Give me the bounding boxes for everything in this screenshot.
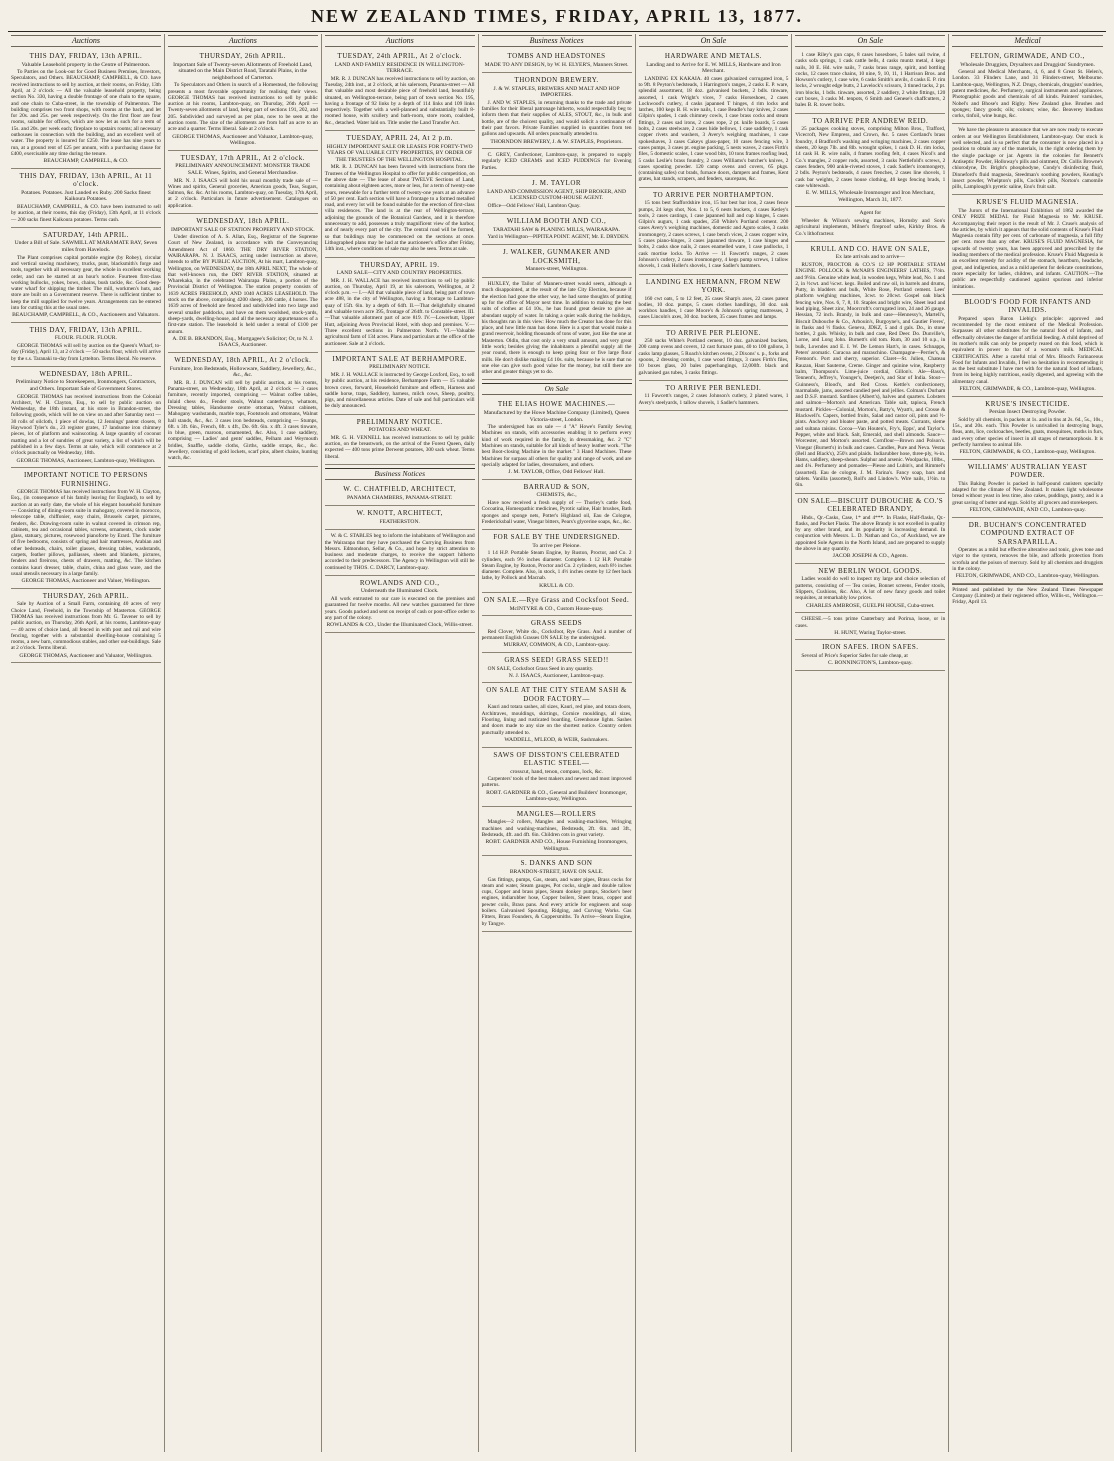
column-heading: Business Notices [482, 35, 632, 47]
column-heading: Medical [952, 35, 1103, 47]
ad-signature: N. J. ISAACS, Auctioneer, Lambton-quay. [508, 672, 605, 679]
advertisement [482, 616, 632, 653]
advertisement [482, 214, 632, 245]
ad-subtitle: BRANDON-STREET, HAVE ON SALE. [509, 868, 604, 875]
ad-subtitle: PRELIMINARY NOTICE. [369, 364, 431, 371]
advertisement [325, 131, 475, 257]
ad-body: To Speculators and Others in search of a Homestead, the following presents a most favorable opportunity for realising their views. GEORGE THOMAS has received instructions to sell by public auction at his rooms, Lambton-quay, on Thursday, 26th April — Twenty-seven allotments of land, being part of sections 191, 202, and 205. Subdivided and surveyed as per plan, now to be seen at the auction room. The size of the allotments are from half an acre to an acre and a quarter. Terms liberal. Sale at 2 o'clock. [167, 82, 318, 133]
ad-title: THIS DAY, FRIDAY, 13th APRIL, At 11 o'clock. [19, 171, 153, 189]
column-5 [636, 34, 793, 1452]
ad-body: MR. J. H. WALLACE has received instructions to sell by public auction, on Thursday, April 19, at his saleroom, Wellington, at 2 o'clock p.m. — I.—All that valuable piece of land, being part of town acre 488, in the city of Wellington, having a frontage to Lambton-quay of 15ft. 6in. by a depth of 64ft. II.—That delightfully situated and valuable town acre 395, frontage of 264ft. to Constable-street. III.—That valuable allotment part of acre 819. IV.—Lowerhutt, Upper Hutt, adjoining Avon Provincial Hotel, with shop and premises. V.—Three excellent sections in Palmerston North. VI.—Valuable agricultural farm of 134 acres. Plans and particulars at the office of the auctioneer. Sale at 2 o'clock. [324, 277, 475, 347]
ad-subtitle: Landing and to Arrive for E. W. MILLS, Hardware and Iron Merchant. [646, 61, 781, 75]
ad-subtitle: Ex late arrivals and to arrive— [835, 254, 905, 261]
ad-title: THIS DAY, FRIDAY, 13th APRIL. [29, 52, 143, 60]
advertisement [482, 278, 632, 380]
advertisement [795, 494, 945, 564]
ad-title: HARDWARE AND METALS. [664, 52, 762, 60]
ad-title: J. M. TAYLOR [532, 179, 582, 188]
advertisement [482, 748, 632, 807]
ad-body: LANDING EX KAKAIA. 40 cases galvanized corrugated iron, 5 to 9ft. 8 Peyton's bedsteads, 1 Harrington's ranges, 2 casks E. P. ware, splendid assortment, 18 doz. galvanised buckets, 2 bdls. tinware, assorted, 1 cask Wright's vices, 7 casks Horseshoes, 2 cases Lockwood's cutlery, 4 casks japanned T hinges, 4 rim locks and latches, 100 kegs B. H. wire nails, 1 case Beadle's hay knives, 2 cases Gilpin's spades, 1 cask chimney cowls, 1 case brass cocks and steam fittings, 2 cases sad irons, 2 cases rope, 2 pt. knife boards, 5 cases bolts, 2 cases steelware, 2 cases hide bellows, 1 case saddlery, 1 cask copper rivets and washers, 3 Avery's weighing machines, 1 case spokeshaves, 3 cases Cakeys glass-paper, 10 cases fencing wire, 3 cases pumps, 3 cases pt. engine packing, 5 nests waves, 2 cases Firth's files, 5 domestic scales, 1 case wood bits, 10 tons frames roofing lead, 5 casks Leslie's brass foundry, 2 cases Williams's butcher's knives, 2 cases spouting powder. 120 camp ovens and covers, 65 pkgs. (containing safes) cut brads, furnace doors, dampers and frames, Kent grates, hat stands, scrapers, and fenders, saucepans, &c. [638, 75, 789, 183]
ad-subtitle: Persian Insect Destroying Powder. [989, 409, 1067, 416]
ad-title: THURSDAY, APRIL 19. [359, 260, 440, 269]
ad-signature: McINTYRE & CO., Custom House-quay. [509, 605, 604, 612]
ad-title: TO ARRIVE PER ANDREW REID. [812, 116, 929, 125]
ad-title: BLOOD'S FOOD FOR INFANTS AND INVALIDS. [964, 297, 1091, 315]
advertisement [952, 295, 1103, 397]
advertisement [325, 506, 475, 530]
advertisement [482, 480, 632, 530]
advertisement [795, 49, 945, 114]
ad-subtitle: FEATHERSTON. [379, 518, 420, 525]
ad-title: WEDNESDAY, 18th APRIL. [39, 369, 133, 378]
advertisement [482, 245, 632, 278]
ad-subtitle: LAND AND FAMILY RESIDENCE IN WELLINGTON-TERRACE. [334, 61, 465, 75]
ad-title: SAWS OF DISSTON'S CELEBRATED ELASTIC STEEL— [493, 750, 620, 768]
ad-signature: GEORGE THOMAS, Auctioneer and Valuator, Wellington. [19, 652, 153, 659]
ad-subtitle: Potatoes. Potatoes. Just Landed ex Ruby. 200 Sacks finest Kaikoura Potatoes. [21, 189, 151, 203]
ad-title: SATURDAY, 14th APRIL. [43, 230, 129, 239]
ad-title: THURSDAY, 26th APRIL. [199, 52, 286, 60]
ad-title: TUESDAY, 17th APRIL, At 2 o'clock. [180, 153, 306, 162]
ad-signature: BEAUCHAMP, CAMPBELL, & CO. [43, 158, 129, 165]
column-4 [479, 34, 636, 1452]
advertisement [639, 49, 789, 188]
ad-title: THE ELIAS HOWE MACHINES.— [497, 400, 616, 409]
ad-body: Sold by all chemists, in packets at 1s. and in tins at 2s. 6d., 5s., 10s., 15s., and 20s. each. This Powder is unrivalled in destroying bugs, fleas, ants, lice, cockroaches, beetles, gnats, mosquitoes, moths in furs, and every other species of insect in all stages of metamorphosis. It is perfectly harmless to animal life. [952, 416, 1103, 448]
ad-signature: E. W. MILLS, Wholesale Ironmonger and Iron Merchant, Wellington, March 31, 1877. [805, 190, 935, 203]
ad-signature: THORNDON BREWERY, J. & W. STAPLES, Proprietors. [490, 138, 623, 145]
advertisement [482, 530, 632, 593]
advertisement [482, 683, 632, 747]
ad-body: 160 cwt oats, 5 to 12 feet, 25 cases Sharp's axes, 22 cases patent bodies, 10 doz. pumps, 5 cases clothes handlings, 30 doz. oak workbox handles, 1 case Moore's & Johnson's spring mattresses, 2 cases Lincoln's axes, 30 doz. buckets, 35 cases frames and lamps. [638, 295, 789, 321]
ad-title: WILLIAMS' AUSTRALIAN YEAST POWDER. [967, 462, 1088, 480]
ad-body: We have the pleasure to announce that we are now ready to execute orders at our Wellington Establishment, Lambton-quay. Our stock is well selected, and is so perfect that the consumer is now placed in a position to obtain any of the materials, in the right ordering them by the single package or jar. Agents in the colonies for Bennett's Antiseptic Powder, Holloway's pills and ointment, Dr. Collis Browne's chlorodyne, Dr. Bright's phosphodyne, Condy's disinfecting fluid, Dinneford's fluid magnesia, Steedman's soothing powders, Keating's insect powder, Whelpton's pills, Cockle's pills, Norton's camomile pills, Lamplough's pyretic saline, Eno's fruit salt. [952, 127, 1103, 191]
ad-subtitle: crosscut, hand, tenon, compass, lock, &c. [510, 768, 603, 775]
advertisement [795, 114, 945, 208]
ad-signature: JACOB JOSEPH & CO., Agents. [832, 553, 908, 560]
ad-body: Prepared upon Baron Liebig's principle: approved and recommended by the most eminent of the Medical Profession. Surpasses all other substitutes for the natural food of infants, and effectually obviates the danger of artificial feeding. A child deprived of its mother's milk can only be properly reared on this food, which is equivalent in power to that of a woman's milk. MEDICAL CERTIFICATES. After a careful trial of Mrs. Blood's Farinaceous Food for Infants and Invalids, I feel no hesitation in recommending it as the best substitute I have met with for the natural food of infants, from its being highly nutritious, easily digested, and agreeing with the alimentary canal. [952, 315, 1103, 385]
ad-title: FELTON, GRIMWADE, AND CO., [970, 52, 1085, 60]
ad-signature: ROBT. GARDNER AND CO., House Furnishing Ironmongers, Wellington. [485, 839, 628, 852]
ad-body: CHEESE.—5 tons prime Canterbury and Porirua, loose, or in cases. [795, 616, 946, 629]
ad-body: GEORGE THOMAS has received instructions from the Colonial Architect, W. H. Clayton, Esq., to sell by public auction on Wednesday, the 18th instant, at his store in Brandon-street, the following goods, which will be on view on and after Saturday next — 30 rolls of oilcloth, 1 piece of dowlas, 12 Jennings' patent closets, 8 Haywood Tyler's do., 23 register grates, 17 landsome iron chimney pieces, lot of platform and wainscoting. A large quantity of coconut matting and a lot of sundries of great variety, a list of which will be published in a few days. Terms at sale, which will commence at 2 o'clock punctually on Wednesday, 18th. [11, 393, 161, 457]
ad-body: Several of Price's Superior Safes for sale cheap, at [801, 652, 908, 659]
ad-subtitle: To arrive per Pleione. [532, 542, 581, 549]
ad-title: W. C. CHATFIELD, ARCHITECT, [343, 485, 457, 494]
ad-body: Have now received a fresh supply of — Thorley's cattle food, Cocoatina, Homeopathic medicines, Pyrotic saline, Hair brushes, Bath sponges and sponge nets, Potter's Highland oil, Eau de Cologne, Fredericksball water, Vinegar bitters, Pears's glycerine soaps, &c., &c. [481, 499, 632, 525]
ad-body: 1 case Riley's gun caps, 8 cases hosesboes, 5 bales sail twine, 4 casks sofa springs, 1 cask cattle bells, 4 casks muntz metal, 4 kegs nails, 30 E. Hd. wire nails, 7 casks brass range, spirit, and bottling cocks, 12 cases trace chains, 10 nine, 9, 10, 11, 1 Harrison Bros. and Howson's cutlery, 1 case wire, 6 casks Smith's anvils, 4 casks E. P. rim locks, 2 wrought edge butts, 2 Lavelock's scissors, 3 tinned tacks, 2 pt. iron blocks, 1 bdls. tinware, assorted, 2 saddlery, 2 white fittings, 120 cart boxes, 3 casks M. tenpots, 6 Smith and Genese's chaffcutters, 2 bales B. R. tower bolts. [795, 52, 946, 109]
ad-body: 1 14 H.P. Portable Steam Engine, by Ruston, Proctor, and Co. 2 cylinders, each 9½ inches diameter. Complete. 1 12 H.P. Portable Steam Engine, by Ruston, Proctor and Co. 2 cylinders, each 8½ inches diameter. Complete. Also, in stock, 1 4½ inches centre by 12 feet back lathe, by Pollock and Macnab. [481, 550, 632, 582]
advertisement [325, 415, 475, 465]
ad-subtitle: PRELIMINARY ANNOUNCEMENT. MONSTER TRADE SALE. Wines, Spirits, and General Merchandise. [175, 163, 311, 176]
ad-title: ON SALE AT THE CITY STEAM SASH & DOOR FACTORY— [486, 686, 627, 703]
column-heading: On Sale [795, 35, 945, 47]
column-7 [949, 34, 1106, 1452]
ad-signature: ROWLANDS & CO., Under the Illuminated Clock, Willis-street. [326, 622, 473, 629]
ad-body: The Plant comprises capital portable engine (by Robey), circular and vertical sawing machinery, trucks, punt, blacksmith's forge and tools, together with all necessary gear, the whole in excellent working order, and can be started at an hour's notice. Fourteen first-class working bullocks, yokes, bows, chains, bush tackle, &c. Good deep-water wharf for shipping the timber. The mill, workmen's huts, and store are built on a Government reserve. There is sufficient timber to keep the mill supplied for twelve years. Arrangements can be entered into for cutting this at the usual rates. [11, 254, 161, 311]
advertisement [952, 49, 1103, 124]
ad-signature: GEORGE THOMAS, Auctioneer and Valuator, Lambton-quay, Wellington. [172, 133, 314, 147]
advertisement [325, 49, 475, 131]
imprint-footer: Printed and published by the New Zealand Times Newspaper Company (Limited) at their registered office, Willis-st., Wellington.—Friday, April 13. [952, 584, 1103, 606]
ad-title: ROWLANDS AND CO., [359, 578, 440, 587]
ad-body: Carpenters' tools of the best makers and newest and most improved patterns. [481, 776, 632, 789]
ad-body: General and Medical Merchants, 4, 6, and 8 Great St. Helen's, London. 33 Flinders Lane, and 31 Flinders-street, Melbourne. Lambton-quay, Wellington, N.Z. Drugs, chemicals, druggists' sundries, patent medicines, &c. Perfumery, surgical instruments and appliances. Photographic goods and chemicals of all kinds. Painters' varnishes, Nobel's and Bhose's and Rigby. New Zealand glue. Brushes and sponges; fancy goods; oils; colours; wine, &c. Beaverey bindlass corks, tinfoil, wine bungs, &c. [952, 69, 1103, 120]
advertisement [11, 468, 161, 589]
ad-subtitle: Furniture, Iron Bedsteads, Hollowware, Saddlery, Jewellery, &c., &c., &c. [169, 365, 316, 379]
advertisement [639, 188, 789, 275]
advertisement [11, 228, 161, 323]
advertisement [482, 807, 632, 857]
column-heading: Auctions [168, 35, 318, 47]
column-6 [792, 34, 949, 1452]
advertisement [952, 518, 1103, 584]
ad-body: Sale by Auction of a Small Farm, containing 40 acres of very Choice Land, Freehold, in the Township of Masterton. GEORGE THOMAS has received instructions from Mr. G. Tavener to sell by public auction, on Thursday, 26th April, at his rooms, Lambton-quay — 40 acres of choice land, all fenced in with post and rail and wire fencing, together with a substantial dwelling-house containing 5 rooms, a new barn, commodious stables, and other out-buildings. Sale at 2 o'clock. Terms liberal. [11, 601, 161, 652]
advertisement [325, 352, 475, 415]
advertisement [639, 326, 789, 381]
ad-signature: A. DE B. BRANDON, Esq., Mortgagee's Solicitor; Or, to N. J. ISAACS, Auctioneer. [172, 335, 314, 349]
ad-body: Gas fittings, pumps, Gas, steam, and water pipes, Brass cocks for steam and water, Steam gauges, Pot cocks, single and double tallow cups, Copper and brass pipes, Steam donkey pumps, Stocker's beer engines, indiarubber hose, Copper boilers, Sheet brass, copper and pewter coils, Brass pans. And every article for engineers and soap boilers. Galvanised Spouting, Ridging, and Curving Works. Gas Fitters, Brass Founders, & Coppersmiths. To Arrive—Steam Engine, by Tangye. [481, 876, 632, 927]
ad-title: WILLIAM BOOTH AND CO., [506, 217, 607, 226]
advertisement [482, 593, 632, 616]
ad-subtitle: POTATOES AND WHEAT. [368, 427, 431, 434]
ad-title: IMPORTANT SALE AT BERHAMPORE. [332, 354, 467, 363]
advertisement [168, 49, 318, 151]
section-heading: Business Notices [325, 468, 475, 480]
advertisement [11, 367, 161, 468]
ad-body: Ladies would do well to inspect my large and choice selection of patterns, consisting of — Tea cosies, Bonnet screens, Fender stools, Slippers, Cushions, &c. Also, A lot of new fancy goods and toilet requisites, at remarkably low prices. [795, 576, 946, 602]
advertisement [325, 530, 475, 576]
ad-signature: H. HUNT, Waring Taylor-street. [834, 629, 907, 636]
ad-title: IRON SAFES. IRON SAFES. [822, 643, 919, 652]
ad-body: Operates as a mild but effective alterative and tonic, gives tone and vigor to the system, removes the bile, and affords protection from scrofula and the poison of mercury. Sold by all chemists and druggists in the colony. [952, 547, 1103, 572]
ad-title: WEDNESDAY, 18th APRIL. [196, 217, 290, 226]
ad-title: THORNDON BREWERY. [514, 76, 599, 85]
ad-title: MANGLES—ROLLERS [516, 809, 597, 818]
ad-body: 15 tons best Staffordshire iron, 15 bar best bar iron, 2 cases fence pumps, 24 kegs shot, Nos. 1 to 5, 6 nests buckets, 4 cases Ketley's tools, 2 cases castings, 1 case japanned ball and cup hinges, 5 cases Gilpin's augurs, 1 cask spades, 250 White's Portland cement. 200 cases Avery's weighing machines, domestic and Aguto scales, 3 casks ironmongery, 2 cases screws, 1 case bench vices, 2 cases copper wire, 5 cases piano-hinges, 3 cases japanned tinware, 1 case hinges and bolts, 2 casks shoe nails, 2 cases enamelled ware, 1 case padlocks, 1 cask mortise locks. To Arrive — 11 Fawcett's ranges, 2 cases Johnson's cutlery, 2 cases ironmongery, 4 kegs pump screws, 1 tallow shovels, 1 cask Holler's shovels, 1 case Sadler's hammers. [638, 200, 789, 270]
ad-subtitle: LAND AND COMMISSION AGENT, SHIP BROKER, AND LICENSED CUSTOM-HOUSE AGENT. [487, 188, 627, 202]
ad-body: C. GREY, Confectioner, Lambton-quay, is prepared to supply regularly ICED CREAMS and ICED PUDDINGS for Evening Parties. [481, 152, 632, 171]
advertisement [168, 214, 318, 353]
ad-title: TO ARRIVE PER PLEIONE. [666, 328, 761, 337]
ad-body: GEORGE THOMAS will sell by auction on the Queen's Wharf, to-day (Friday), April 13, at 2 o'clock — 50 sacks flour, which will arrive by the s.s. Taranaki to-day from Lyttelton. Terms liberal. No reserve. [11, 342, 161, 362]
ad-title: DR. BUCHAN'S CONCENTRATED COMPOUND EXTRACT OF SARSAPARILLA. [968, 520, 1087, 546]
section-heading: On Sale [482, 383, 632, 395]
ad-title: PRELIMINARY NOTICE. [356, 417, 443, 426]
ad-subtitle: Wholesale Druggists, Drysalters and Druggists' Sundrymen. [960, 61, 1095, 68]
advertisement [795, 640, 945, 670]
ad-title: W. KNOTT, ARCHITECT, [356, 509, 443, 518]
column-heading: On Sale [639, 35, 789, 47]
advertisement [482, 49, 632, 73]
ad-body: To Parties on the Look-out for Good Business Premises, Investors, Speculators, and Others. BEAUCHAMP, CAMPBELL, & CO. have received instructions to sell by auction, at their rooms, on Friday, 13th April, at 2 o'clock — All the valuable leasehold property, being section No. 330, having a double frontage of one chain to the square, and one chain to Cuba-street, in the township of Palmerston. The building comprises two front shops, with rooms at the back, and let for 20s. and 25s. per week respectively. On the first floor are four rooms, suitable for offices, which are now let as such for a term of 15s. and 20s. per week each; fireplace to upstairs rooms; all necessary outhouses in connection with the building, and an excellent well of water. The property is insured for £250. The lease has nine years to run, at a ground rent of £25 per annum, with a purchasing clause for £400, exercisable any time during the tenure. [11, 69, 161, 157]
ad-subtitle: TARATAHI SAW & PLANING MILLS, WAIRARAPA. [493, 226, 621, 233]
ad-subtitle: Valuable Leasehold property in the Centre of Palmerston. [21, 61, 151, 68]
ad-signature: FELTON, GRIMWADE, & CO., Lambton-quay, Wellington. [959, 449, 1096, 456]
advertisement [482, 856, 632, 931]
ad-title: BARRAUD & SON, [523, 482, 590, 491]
advertisement [952, 397, 1103, 460]
ad-title: THIS DAY, FRIDAY, 13th APRIL. [29, 325, 143, 334]
ad-body: Yard in Wellington—PIPITEA POINT. AGENT, Mr. E. DRYDEN. [487, 234, 630, 241]
column-2 [165, 34, 322, 1452]
ad-title: NEW BERLIN WOOL GOODS. [818, 566, 923, 575]
ad-body: ON SALE, Cocksfoot Grass Seed in any quantity. [487, 665, 594, 672]
ad-signature: FELTON, GRIMWADE, AND CO., Lambton-quay. [969, 507, 1086, 514]
advertisement [482, 176, 632, 214]
advertisement [482, 149, 632, 176]
ad-subtitle: MADE TO ANY DESIGN, by W. H. ELYER'S, Manners Street. [484, 61, 629, 68]
ad-subtitle: CHEMISTS, &c., [536, 492, 577, 499]
ad-signature: WADDELL, M'LEOD, & WEIR, Sashmakers. [504, 736, 609, 743]
advertisement [795, 564, 945, 613]
advertisement [482, 397, 632, 479]
ad-subtitle: J. & W. STAPLES, BREWERS AND MALT AND HOP IMPORTERS. [493, 85, 620, 99]
ad-title: WEDNESDAY, 18th APRIL, At 2 o'clock. [174, 356, 312, 365]
ad-subtitle: Important Sale of Twenty-seven Allotments of Freehold Land, situated on the Main District Road, Taratahi Plains, in the neighborhood of Carterton. [173, 61, 313, 81]
ad-subtitle: Agent for [859, 210, 882, 217]
ad-title: TOMBS AND HEADSTONES [507, 52, 606, 60]
ad-body: Office—Odd Fellows' Hall, Lambton Quay. [487, 202, 581, 209]
advertisement [11, 589, 161, 663]
ad-body: The Jurors of the International Exhibition of 1862 awarded the ONLY PRIZE MEDAL for Fluid Magnesia to Mr. KRUSE. Accompanying their report is the result of Mr. J. Cruse's analysis of the articles, by which it appears that the solid contents of Kruse's Fluid Magnesia contain fifty per cent. of carbonate of magnesia, a full fifty per cent. more than any other. KRUSE'S FLUID MAGNESIA, for upwards of twenty years, has been approved and prescribed by the leading members of the medical profession. Kruse's Fluid Magnesia is an excellent remedy for acidity of the stomach, heartburn, headache, gout, and indigestion, and as a mild aperient for delicate constitutions, more especially for ladies, children, and infants. CAUTION.—The public are respectfully cautioned against spurious and inferior imitations. [952, 207, 1103, 290]
ad-body: HUXLEY, the Tailor of Manners-street would seem, although a much disappointed, at the result of the late City Election, because if the election had gone the other way, he had some thoughts of putting up for the office of Mayor next time. In addition to making the best suits of clothes at £4 10s., he has found great desire to give an abundant supply of water. In taking a quiet walk during the holidays, his thoughts ran in this view: How much the Creator has done for this place, and how little man has done. Here is a spot that would make a grand reservoir, holding thousands of tons of water, just like the one at Masterton. Oldin, that cost only a very small amount, and very great little work; besides giving the inhabitants a plentiful supply all the year round, there is enough to keep going four or five large flour mills. He don't dislike making £4 10s. suits, because he is sure that no one else can give such good value for the money, but still there are other and greater things yet to do. [481, 281, 632, 376]
ad-body: MR. G. H. VENNELL has received instructions to sell by public auction, on the breastwork, on the arrival of the Forest Queen, daily expected — 400 tons prime Derwent potatoes, 300 sack wheat. Terms liberal. [324, 434, 475, 460]
advertisement [325, 576, 475, 633]
ad-title: GRASS SEED! GRASS SEED!! [504, 656, 609, 665]
ad-signature: GEORGE THOMAS, Auctioneer, Lambton-quay, Wellington. [16, 457, 156, 464]
ad-body: All work entrusted to our care is executed on the premises and guaranteed for twelve months. All new watches guaranteed for three years. Goods packed and sent on receipt of cash or post-office order to any part of the colony. [324, 596, 475, 621]
ad-signature: ROBT. GARDNER & CO., General and Builders' Ironmonger, Lambton-quay, Wellington. [486, 789, 628, 803]
advertisement [482, 73, 632, 149]
columns-container [8, 34, 1106, 1452]
ad-body: 25 packages cooking stoves, comprising Milton Bros., Trafford, Vicecroft, New Empress, and Crown, &c. 5 cases Cortland's brass foundry, 4 Bradford's washing and wringing machines, 2 cases copper sheets, 20 kegs 7lb. and 8lb. wrought spikes, 1 cask D. H. rim locks, 14 cask H. R. wire nails, 4 frames roofing felt, 4 cases Nicol's and Co.'s mangles, 2 copper rods, assorted, 3 casks Nettlefold's screws, 2 cases fenders, 900 ankle-riveted stoves, 1 cask Sadler's ironmongery, 2 bdls. Peyton's bedsteads, 4 cases frenches, 2 cases line shovels, 1 cask bar weights, 2 cases house clothing, 40 kegs fencing brads, 1 case whitewash. [795, 126, 946, 189]
ad-subtitle: HIGHLY IMPORTANT SALE OR LEASES FOR FORTY-TWO YEARS OF VALUABLE CITY PROPERTIES, BY ORDER OF THE TRUSTEES OF THE WELLINGTON HOSPITAL. [326, 143, 473, 163]
ad-body: Mangles—2 rollers, Mangles and washing-machines, Wringing machines and washing-machines, Bedsteads, 2ft. 6in. and 3ft., Bedsteads, 4ft. and 4ft. 6in. Children cots in great variety. [481, 819, 632, 838]
advertisement [952, 195, 1103, 294]
advertisement [168, 151, 318, 214]
advertisement [482, 653, 632, 683]
column-3 [322, 34, 479, 1452]
ad-title: FOR SALE BY THE UNDERSIGNED. [493, 533, 620, 542]
ad-body: 11 Fawcett's ranges, 2 cases Johnson's cutlery, 2 plated wares, 1 Avery's steelyards, 1 tallow shovels, 1 Sadler's hammers. [638, 393, 789, 406]
ad-subtitle: FLOUR. FLOUR. FLOUR. [54, 335, 117, 342]
advertisement [325, 258, 475, 352]
ad-subtitle: LAND SALE—CITY AND COUNTRY PROPERTIES. [336, 270, 463, 276]
ad-signature: FELTON, GRIMWADE, AND CO., Lambton-quay, Wellington. [955, 573, 1100, 580]
ad-title: KRULL AND CO. HAVE ON SALE, [810, 244, 931, 253]
ad-body: Hhds., Qr.-Casks, Case, 1* and 4***. In Flasks, Half-flasks, Qr.-flasks, and Pocket Flasks. The above Brandy is not excelled in quality by any other brand, and its popularity is increasing demand. In conjunction with Messrs. L. D. Nathan and Co., of Auckland, we are appointed Sole Agents in the North Island, and are prepared to supply the above in any quantity. [795, 514, 946, 553]
column-heading: Auctions [11, 35, 161, 47]
ad-body: Red Clover, White do., Cocksfoot, Rye Grass. And a number of permanent English Grasses ON SALE by the undersigned. [481, 628, 632, 642]
ad-signature: FELTON, GRIMWADE, & CO., Lambton-quay, Wellington. [959, 386, 1096, 393]
ad-subtitle: PANAMA CHAMBERS, PANAMA-STREET. [346, 494, 453, 501]
ad-body: Kauri and totara sashes, all sizes, Kauri, red pine, and totara doors, Architraves, mouldings, skirtings, Cornice mouldings, all sizes, Flooring, lining and rusticated boarding, Greenhouse lights. Sashes and doors made to any size on the shortest notice. Country orders punctually attended to. [481, 704, 632, 736]
ad-subtitle: IMPORTANT SALE OF STATION PROPERTY AND STOCK. [170, 226, 315, 233]
ad-signature: CHARLES AMBROSE, GUELPH HOUSE, Cuba-street. [806, 602, 935, 609]
advertisement [952, 124, 1103, 195]
ad-signature: J. M. TAYLOR, Office, Odd Fellows' Hall. [508, 469, 605, 476]
column-heading: Auctions [325, 35, 475, 47]
ad-body: W. & C. STABLES beg to inform the inhabitants of Wellington and the Wairarapa that they have purchased the Currying Business from Messrs. Edmondson, Sellar, & Co., and hope by strict attention to business and moderate charges, to receive the support hitherto accorded to their predecessors. The Agency in Wellington will still be continued by THOS. C. DARCY, Lambton-quay. [324, 533, 475, 571]
ad-title: IMPORTANT NOTICE TO PERSONS FURNISHING. [23, 471, 148, 488]
advertisement [795, 207, 945, 241]
ad-body: J. AND W. STAPLES, in returning thanks to the trade and private families for their liberal patronage hitherto, would respectfully beg to inform them that their supplies of ALES, STOUT, &c., in bulk and bottle, are of the choicest quality, and would solicit a continuance of their past favors. Private Families supplied in quantities from ten gallons and upwards. All orders punctually attended to. [481, 99, 632, 138]
ad-body: MR. R. J. DUNCAN has received instructions to sell by auction, on Tuesday, 24th inst., at 2 o'clock, at his saleroom, Panama-street — All that valuable and most desirable piece of freehold land, beautifully situated, on Wellington-terrace, being part of town section No. 195, having a frontage of 92 links by a depth of 114 links and 109 links respectively. Together with a well-planned and substantially built 8-roomed house, with scullery and bath-room, store room, coalshed, &c., detached. Water laid on. Title under the Land Transfer Act. [324, 75, 475, 126]
advertisement [795, 613, 945, 640]
ad-signature: KRULL & CO. [539, 582, 574, 589]
ad-subtitle: Under a Bill of Sale. SAWMILL AT MARAMATE BAY, Seven miles from Havelock. [14, 240, 158, 254]
advertisement [639, 381, 789, 411]
ad-body: Wheeler & Wilson's sewing machines, Hornsby and Son's agricultural implements, Milner's fireproof safes, Kirkby Bros. & Co.'s lithofracteur. [795, 217, 946, 237]
advertisement [952, 460, 1103, 518]
ad-title: GRASS SEEDS [530, 619, 583, 628]
ad-signature: GEORGE THOMAS, Auctioneer and Valuer, Wellington. [21, 578, 151, 585]
ad-signature: MURRAY, COMMON, & CO., Lambton-quay. [503, 642, 610, 649]
advertisement [325, 482, 475, 506]
ad-title: ON SALE.—Rye Grass and Cocksfoot Seed. [483, 596, 630, 605]
advertisement [11, 169, 161, 228]
ad-title: J. WALKER, GUNMAKER AND LOCKSMITH, [502, 248, 611, 265]
ad-body: GEORGE THOMAS has received instructions from W. H. Clayton, Esq., (in consequence of his family leaving for England), to sell by auction at an early date, the whole of his elegant household furniture — Consisting of dining-room suite in mahogany, covered in morocco, telescope table, chiffonier, easy chairs, Brussels carpet, pictures, fenders, &c. Drawing-room suite in walnut covered in crimson rep, cabinets, tea and occasional tables, screens, ornaments, clock under glass, statuary, pictures, rosewood pianoforte by Erard. The furniture of five bedrooms, consists of spring and hair mattresses, Arabian and other bedsteads, chairs, toilet glasses, dressing tables, washstands, carpets, feather pillows, palliasses, sheets and blankets, pictures, fenders and fireirons, chests of drawers, matting, &c. The kitchen contains kauri dresser, table, chairs, china and glass ware, and the usual utensils necessary in a large family. [11, 489, 161, 577]
ad-body: Under direction of A. S. Allan, Esq., Registrar of the Supreme Court of New Zealand, in accordance with the Conveyancing Amendment Act of 1860. THE DRY RIVER STATION, WAIRARAPA. N. J. ISAACS, acting under instruction as above, intends to offer BY PUBLIC AUCTION, At his mart, Lambton-quay, Wellington, on WEDNESDAY, the 18th APRIL NEXT, The whole of that well-known run, the DRY RIVER STATION, situated at Wharekaka, in the celebrated Wairarapa Plains, a portion of the Provincial District of Wellington. The station property consists of 1639 ACRES FREEHOLD, AND 1040 ACRES LEASEHOLD. The stock on the above, comprising 4200 sheep, 200 cattle, 4 horses. The 1639 acres of freehold are fenced and subdivided into two large and several smaller paddocks, and have on them woolshed, stock-yards, sheep-yards, dwelling-house, and all the necessary appurtenances of a first-rate station. The leasehold is held under a rental of £100 per annum. [167, 234, 318, 335]
advertisement [168, 353, 318, 467]
masthead: NEW ZEALAND TIMES, FRIDAY, APRIL 13, 1877. [8, 6, 1106, 32]
ad-body: The undersigned has on sale — 4 "A" Howe's Family Sewing Machines on stands, with accessories enabling it to perform every kind of work required in the family, in dressmaking, &c. 2 "C" Machines on stands, suitable for all kinds of heavy leather work. "The best Boot-closing Machine in the market." 3 Hand Machines. These Machines for surpass all others for quality and range of work, and are specially adapted for ladies, dressmakers, and others. [481, 424, 632, 468]
ad-title: KRUSE'S INSECTICIDE. [985, 399, 1070, 408]
ad-signature: C. BONNINGTON'S, Lambton-quay. [828, 660, 913, 667]
ad-title: ON SALE—BISCUIT DUBOUCHE & CO.'S CELEBRATED BRANDY, [797, 496, 944, 514]
advertisement [639, 275, 789, 326]
ad-body: 250 sacks White's Portland cement, 10 doz. galvanized buckets, 200 camp ovens and covers, 12 cast furnace pans, 40 to 100 gallons, 3 casks lamp glasses, 5 Roach's kitchen ovens, 2 Dixons' s. p., forks and spoons, 2 dressing combs, 1 case wood fittings, 3 cases Firth's files, 10 boxes glass, 20 bales paperhangings, 12,000ft. black and galvanised gas tubes, 3 casks fittings. [638, 338, 789, 376]
ad-title: THURSDAY, 26th APRIL. [42, 591, 130, 600]
ad-subtitle: Manners-street, Wellington. [525, 266, 588, 273]
ad-title: TO ARRIVE PER BENLEDI. [665, 383, 762, 392]
ad-body: MR. R. J. DUNCAN will sell by public auction, at his rooms, Panama-street, on Wednesday, 18th April, at 2 o'clock — 3 cases furniture, recently imported, comprising — Walnut coffee tables, Inlaid chess do., Fender stools, Walnut canterburys, whatnots, Dressing tables, Handsome centre ottoman, Walnut cabinets, Mahogany washstands, marble tops, Footstools and ottomans, Walnut hall stands, &c., &c. 3 cases iron bedsteads, comprising — Stumps, 6ft. x 3ft. 6in., French, 6ft. x 4ft., Do. 6ft. 6in. x 4ft. 3 cases tinware, in blue, green, maroon, ornamented, &c. Also, 1 case saddlery, comprising — Ladies' and gents' saddles, Pelham and Weymouth bridles, Snaffle, saddle cloths, Girths, saddle straps, &c., &c. Jewellery, consisting of gold lockets, scarf pins, albert chains, hunting watch, &c. [167, 379, 318, 462]
ad-title: TUESDAY, 24th APRIL, At 2 o'clock. [337, 52, 462, 60]
column-1 [8, 34, 165, 1452]
advertisement [11, 323, 161, 367]
ad-signature: BEAUCHAMP, CAMPBELL, & CO., Auctioneers and Valuators. [12, 312, 160, 319]
advertisement [795, 242, 945, 494]
ad-title: LANDING EX HERMANN, FROM NEW YORK. [645, 277, 781, 294]
ad-subtitle: Underneath the Illuminated Clock. [360, 588, 439, 595]
advertisement [11, 49, 161, 169]
ad-body: This Baking Powder is packed in half-pound canisters specially adapted for the climate of New Zealand. It makes light wholesome bread without yeast in less time, also cakes, puddings, pastry, and is a great saving of butter and eggs. Sold by all grocers and storekeepers. [952, 480, 1103, 506]
ad-title: TUESDAY, APRIL 24, At 2 p.m. [346, 134, 453, 143]
ad-body: MR. R. J. DUNCAN has been favored with instructions from the Trustees of the Wellington Hospital to offer for public competition, on the above date — The lease of about TWELVE Sections of Land, containing about eighteen acres, more or less, for a term of twenty-one years, renewable for a further term of twenty-one years at an advance of 50 per cent. Each section will have a frontage to a formed metalled road, and every lot will be found suitable for the erection of first-class villa residences. The land is at the rear of Wellington-terrace, adjoining the grounds of the Botanical Gardens, and it is therefore unnecessary to add, possesses a truly magnificent view of the harbor, and of nearly every part of the city. The central road will be formed, so that buildings may be commenced on the sections at once. Lithographed plans may be had at the auctioneer's office after Friday, 14th inst., where conditions of sale may also be seen. Terms at sale. [324, 164, 475, 253]
ad-subtitle: Manufactured by the Howe Machine Company (Limited), Queen Victoria-street, London. [483, 409, 630, 423]
ad-body: BEAUCHAMP, CAMPBELL, & CO. have been instructed to sell by auction, at their rooms, this day (Friday), 13th April, at 11 o'clock — 200 sacks finest Kaikoura potatoes. Terms cash. [11, 204, 161, 223]
ad-body: MR. N. J. ISAACS will hold his usual monthly trade sale of — Wines and spirits, General groceries, American goods, Teas, Sugars, Salmon, &c. &c. At his rooms, Lambton-quay, on Tuesday, 17th April, at 2 o'clock. Particulars in future advertisement. Catalogues on application. [167, 177, 318, 209]
ad-title: TO ARRIVE PER NORTHAMPTON. [653, 190, 774, 199]
ad-subtitle: Preliminary Notice to Storekeepers, Ironmongers, Contractors, and Others. Important Sale of Government Stores. [15, 379, 157, 392]
ad-title: KRUSE'S FLUID MAGNESIA. [976, 198, 1079, 207]
ad-title: S. DANKS AND SON [520, 859, 593, 868]
ad-body: MR. J. H. WALLACE is instructed by George Loxford, Esq., to sell by public auction, at his residence, Berhampore Farm — 15 valuable brown cows, forward, Household furniture and effects, Harness and saddle horse, traps, Saddlery, harness, milch cows, Sheep, poultry, pigs, and miscellaneous articles. Date of sale and full particulars will be duly announced. [324, 371, 475, 410]
ad-body: RUSTON, PROCTOR & CO.'S 12 HP PORTABLE STEAM ENGINE. POLLOCK & McNAB'S ENGINEERS' LATHES, 7½in. and 9½in. Genuine white lead, in wooden kegs, White lead, No. 1 and 2, in ½cwt. and ¼cwt. kegs. Boiled and raw oil, in barrels and drums, Putty, in bladders and bulk, White Rose, Portland cement. Lees' platform weighing machines, 3cwt. to 20cwt. Gospel oak black fencing wire, Nos. 6, 7, 8, 10. Staples and bright wire, Sheet lead and lead piping, Sheet zinc, Moorcroft's corrugated iron, 24 and 26 gauge. Hessian, 72 inch. Brandy, in bulk and case—Hennessy's, Martell's, Biscuit Dubouche & Co., Arbouin's, Burgoyne's, and Gautier Freres', in flasks and ½ flasks. Geneva, JDKZ, 5 and 4 gals. Do., in stone bottles, 2 gals. Whisky, in bulk and case, Red Deer. Do. Dunville's, Lorne, and Long John. Burnett's old tom. Rum, 30 and 10 o.p., in bulk, Lowndes and E. I. W. De Lemon Hart's, in cases. Schnapps, Peters' aromatic. Curacoa and maraschino. Champagne—Perrier's, & Fremont's. Port and sherry, superior. Claret—St. Julien, Chateau Rauzan, Haut Sauterne, Creme. Ginger and quinine wine, Raspberry balm, Thompson's. Lime-juice cordial, Gillon's. Ale—Bass's, Tennent's, Jeffrey's, Younger's, Deetjen's, and Star of India. Stout—Guinness's, Blood's, and Red Cross. Kettle's confectionery, marmalade, jams, assorted candied peel and jellies. Colman's Durham and D.S.F. mustard. Sardines (Albert's), halves and quarters. Lobsters and salmon—Morton's and American. Table salt, tapioca, French mustard. Pickles—Colonial, Morton's, Batty's, Wyatt's, and Crosse & Blackwell's. Capers, bottled fruits, Salad and castor oil, pints and ½-pints. Anchovy and bloater paste, and potted meats. Currants, sleme and sultana raisins. Cocoa—Van Houten's, Fry's, Epps', and Taylor's. Pepper, white and black. Salt, Emerald, and shell almonds. Sauce—Worcester, and Morton's assorted. Cornflour—Brown and Polson's. Vinegar (Burnett's) in bulk and cases. Candles, Pure and Neva. Vestas (Bell and Black's), 250's and plaids. Indiarubber hose, three-ply, ¾-in. Hams, saddlery, sheep-shears. Sulphur and arsenic. Woolpacks, 10lbs., and 4¼. Perfumery and pomades—Piesse and Lubin's, and Rimmel's (assorted). Eau de cologne, J. M. Farina's. Fancy soap, bars and tablets. Vanilla (assorted), Roll's and Lindow's. Wire nails, 1½in. to 6in. [795, 261, 946, 489]
